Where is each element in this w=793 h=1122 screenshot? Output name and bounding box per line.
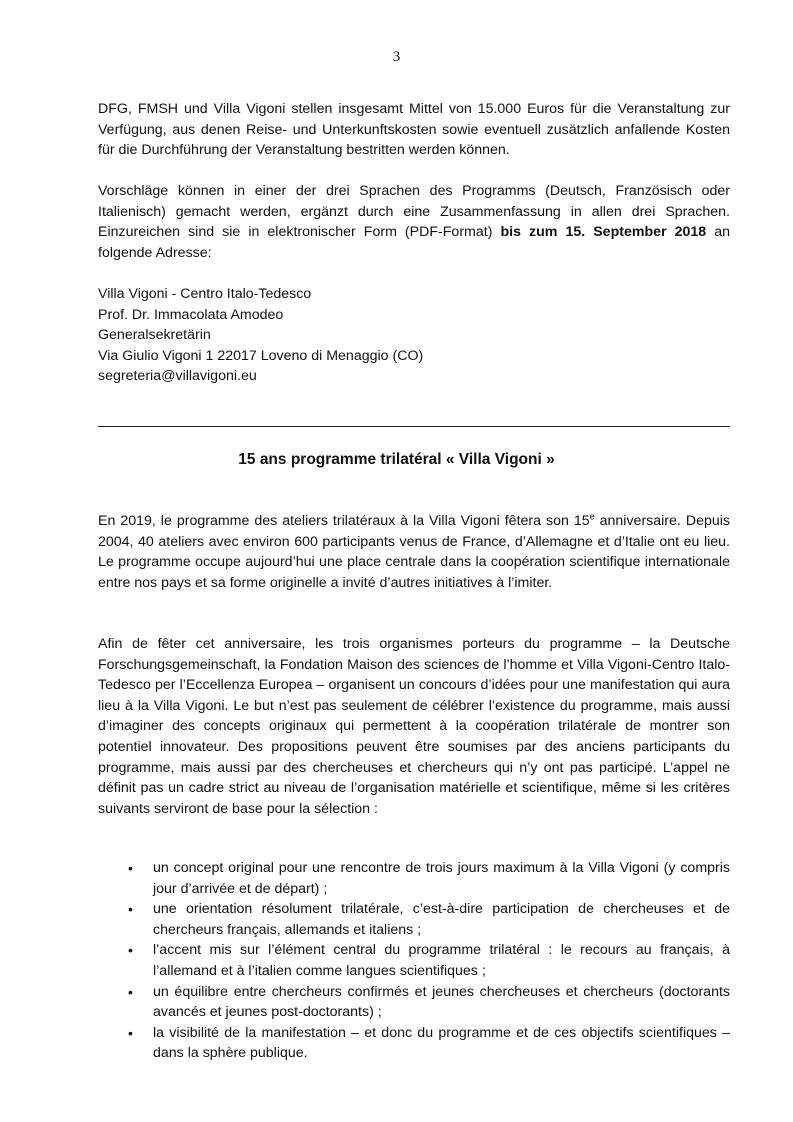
list-item-text: un concept original pour une rencontre de trois jours maximum à la Villa Vigoni (y compris jour d’arrivée et de départ) ; bbox=[153, 860, 730, 897]
list-item bbox=[98, 858, 730, 899]
deadline-text: bis zum 15. September 2018 bbox=[500, 224, 707, 241]
anniversary-text: En 2019, le programme des ateliers trilatéraux à la Villa Vigoni fêtera son 15 bbox=[98, 513, 590, 529]
list-item-text: la visibilité de la manifestation – et donc du programme et de ces objectifs scientifiques – dans la sphère publique. bbox=[153, 1024, 730, 1062]
list-item-text: l’accent mis sur l’élément central du programme trilatéral : le recours au français, à l’allemand et à l’italien comme langues scientifiques ; bbox=[153, 942, 730, 979]
superscript-e: e bbox=[589, 511, 595, 522]
address-role: Generalsekretärin bbox=[98, 327, 211, 344]
list-item-text: un équilibre entre chercheurs confirmés et jeunes chercheuses et chercheurs (doctorants avancés et jeunes post-doctorants) ; bbox=[153, 983, 730, 1021]
submission-text-end: an folgende Adresse: bbox=[98, 224, 730, 261]
list-item bbox=[98, 899, 730, 940]
bullet-icon: • bbox=[128, 983, 133, 1000]
list-item-text: une orientation résolument trilatérale, c’est-à-dire participation de chercheuses et de chercheurs français, allemands et italiens ; bbox=[153, 901, 730, 938]
bullet-icon: • bbox=[128, 860, 133, 876]
criteria-list bbox=[98, 858, 730, 1064]
french-paragraph-contest: Afin de fêter cet anniversaire, les trois organismes porteurs du programme – la Deutsche Forschungsgemeinschaft, la Fondation Maison des sciences de l’homme et Villa Vigoni-Centro Italo-Tedesco per l’Eccellenza Europea – organisent un concours d’idées pour une manifestation qui aura lieu à la Villa Vigoni. Le but n’est pas seulement de célébrer l’existence du programme, mais aussi d’imaginer des concepts originaux qui permettent à la coopération trilatérale de montrer son potentiel innovateur. Des propositions peuvent être soumises par des anciens participants du programme, mais aussi par des chercheuses et chercheurs qui n’y ont pas participé. L’appel ne définit pas un cadre strict au niveau de l’organisation matérielle et scientifique, même si les critères suivants serviront de base pour la sélection : bbox=[98, 636, 730, 817]
french-paragraph-anniversary bbox=[98, 511, 730, 593]
section-divider bbox=[98, 426, 730, 427]
anniversary-text-end: anniversaire. Depuis 2004, 40 ateliers avec environ 600 participants venus de France, d’Allemagne et d’Italie ont eu lieu. Le programme occupe aujourd’hui une place centrale dans la coopération scientifique internationale entre nos pays et sa forme originelle a invité d’autres initiatives à l’imiter. bbox=[98, 513, 730, 591]
section-heading: 15 ans programme trilatéral « Villa Vigoni » bbox=[238, 451, 555, 468]
address-email: segreteria@villavigoni.eu bbox=[98, 368, 257, 385]
address-institution: Villa Vigoni - Centro Italo-Tedesco bbox=[98, 286, 312, 302]
bullet-icon: • bbox=[128, 1024, 133, 1041]
address-street: Via Giulio Vigoni 1 22017 Loveno di Menaggio (CO) bbox=[98, 347, 424, 364]
german-paragraph-funding: DFG, FMSH und Villa Vigoni stellen insgesamt Mittel von 15.000 Euros für die Veranstaltung zur Verfügung, aus denen Reise- und Unterkunftskosten sowie eventuell zusätzlich anfallende Kosten für die Durchführung der Veranstaltung bestritten werden können. bbox=[98, 101, 730, 159]
bullet-icon: • bbox=[128, 942, 133, 959]
list-item bbox=[98, 940, 730, 981]
list-item bbox=[98, 1023, 730, 1064]
submission-text: Vorschläge können in einer der drei Sprachen des Programms (Deutsch, Französisch oder Italienisch) gemacht werden, ergänzt durch eine Zusammenfassung in allen drei Sprachen. Einzureichen sind sie in elektronischer Form (PDF-Format) bbox=[98, 183, 730, 241]
address-block bbox=[98, 284, 598, 387]
page-number: 3 bbox=[392, 49, 401, 65]
address-name: Prof. Dr. Immacolata Amodeo bbox=[98, 306, 284, 323]
german-paragraph-submission bbox=[98, 181, 730, 263]
list-item bbox=[98, 982, 730, 1023]
bullet-icon: • bbox=[128, 901, 133, 918]
